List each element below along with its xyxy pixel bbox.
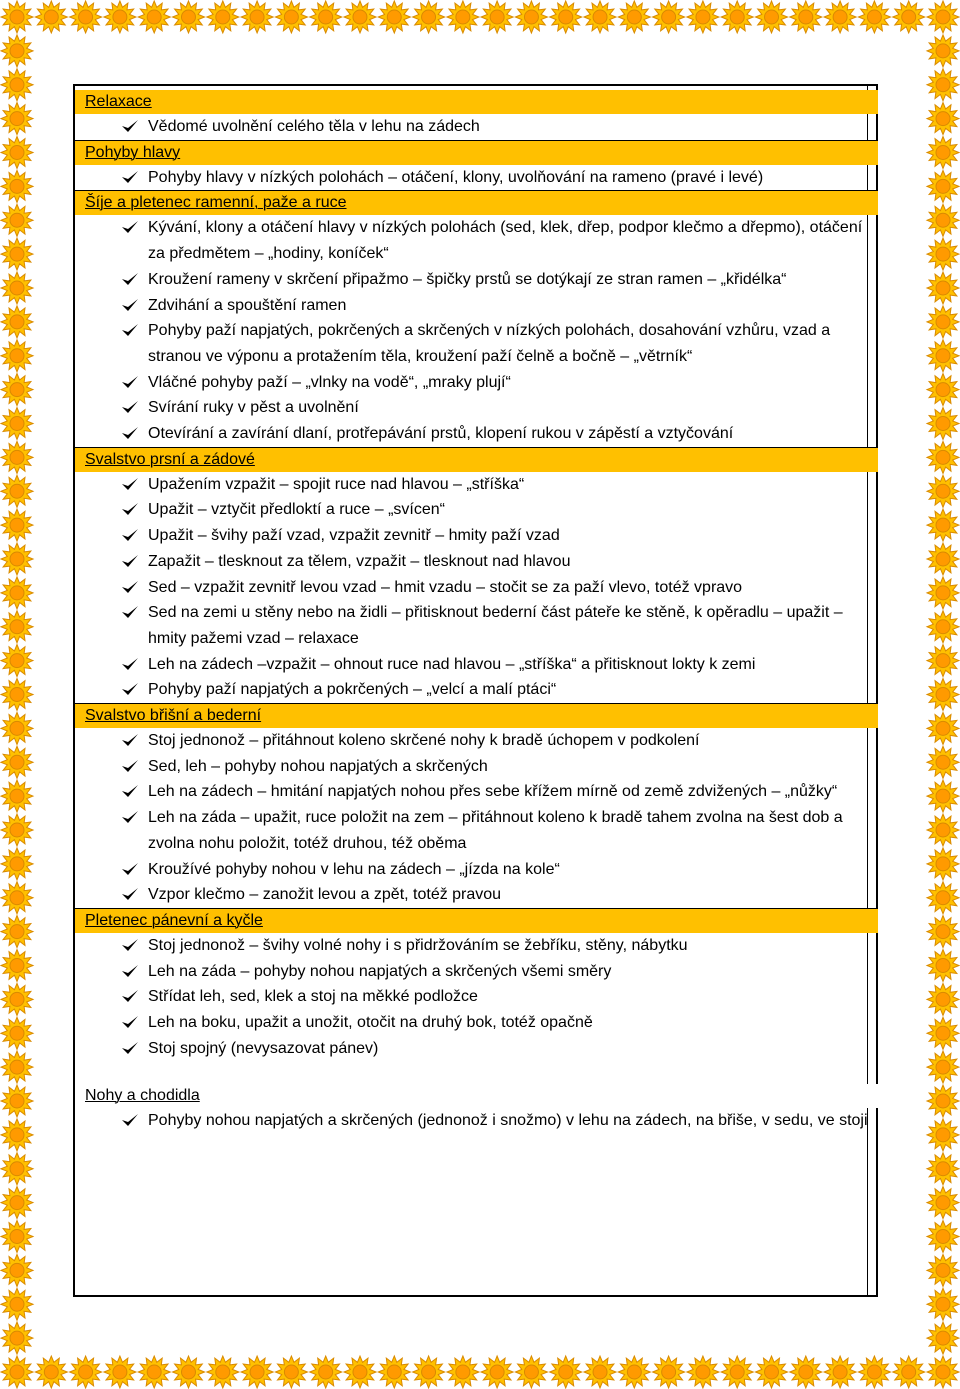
list-item: Pohyby hlavy v nízkých polohách – otáčení, klony, uvolňování na rameno (pravé i levé) [75, 165, 878, 191]
list-item: Zapažit – tlesknout za tělem, vzpažit – tlesknout nad hlavou [75, 549, 878, 575]
list-item: Upažit – švihy paží vzad, vzpažit zevnitř – hmity paží vzad [75, 523, 878, 549]
sun-icon [927, 882, 959, 914]
sun-icon [927, 679, 959, 711]
list-item: Sed na zemi u stěny nebo na židli – přitisknout bederní část páteře ke stěně, k opěradlu – upažit – hmity pažemi vzad – relaxace [75, 600, 878, 651]
arrowhead-check-icon [121, 298, 139, 312]
sun-icon [1, 712, 33, 744]
sun-icon [138, 1, 170, 33]
sun-icon [858, 1356, 890, 1388]
sun-icon [927, 814, 959, 846]
sun-icon [275, 1356, 307, 1388]
sun-icon [1, 848, 33, 880]
sun-icon [515, 1356, 547, 1388]
sun-icon [824, 1356, 856, 1388]
sun-icon [1, 780, 33, 812]
sun-icon [35, 1356, 67, 1388]
sun-icon [1, 1356, 33, 1388]
sun-icon [1, 1, 33, 33]
sun-icon [1, 882, 33, 914]
arrowhead-check-icon [121, 759, 139, 773]
sun-icon [927, 1356, 959, 1388]
sun-icon [1, 1288, 33, 1320]
section-brisni-bederni [75, 703, 878, 908]
list-item: Upažit – vztyčit předloktí a ruce – „svícen“ [75, 497, 878, 523]
sun-icon [927, 238, 959, 270]
sun-icon [1, 1085, 33, 1117]
sun-icon [1, 1153, 33, 1185]
sun-icon [790, 1, 822, 33]
sun-icon [413, 1, 445, 33]
section-heading: Relaxace [75, 90, 878, 114]
sun-icon [1, 1187, 33, 1219]
arrowhead-check-icon [121, 477, 139, 491]
sun-icon [893, 1356, 925, 1388]
sun-icon [927, 137, 959, 169]
sun-icon [1, 916, 33, 948]
sun-icon [927, 1254, 959, 1286]
list-item: Střídat leh, sed, klek a stoj na měkké podložce [75, 984, 878, 1010]
list-item: Vláčné pohyby paží – „vlnky na vodě“, „mraky plují“ [75, 370, 878, 396]
list-item: Pohyby paží napjatých a pokrčených – „velcí a malí ptáci“ [75, 677, 878, 703]
sun-icon [584, 1356, 616, 1388]
exercise-list [75, 90, 878, 1133]
arrowhead-check-icon [121, 964, 139, 978]
sun-icon [1, 204, 33, 236]
sun-icon [927, 35, 959, 67]
sun-icon [927, 1085, 959, 1117]
list-item: Otevírání a zavírání dlaní, protřepávání prstů, klopení rukou v zápěstí a vztyčování [75, 421, 878, 447]
sun-icon [1, 1322, 33, 1354]
sun-icon [1, 1254, 33, 1286]
sun-icon [927, 1221, 959, 1253]
section-heading: Nohy a chodidla [75, 1084, 878, 1108]
arrowhead-check-icon [121, 862, 139, 876]
sun-icon [1, 272, 33, 304]
sun-icon [35, 1, 67, 33]
list-item: Upažením vzpažit – spojit ruce nad hlavou – „stříška“ [75, 472, 878, 498]
sun-icon [241, 1, 273, 33]
arrowhead-check-icon [121, 938, 139, 952]
sun-icon [927, 509, 959, 541]
sun-icon [927, 611, 959, 643]
list-item: Kroužení rameny v skrčení připažmo – špičky prstů se dotýkají ze stran ramen – „křidélka“ [75, 267, 878, 293]
sun-icon [70, 1, 102, 33]
sun-icon [1, 950, 33, 982]
sun-icon [550, 1356, 582, 1388]
sun-icon [927, 746, 959, 778]
sun-icon [1, 1051, 33, 1083]
sun-icon [1, 1119, 33, 1151]
sun-icon [515, 1, 547, 33]
arrowhead-check-icon [121, 502, 139, 516]
sun-icon [927, 272, 959, 304]
sun-icon [927, 950, 959, 982]
sun-icon [1, 137, 33, 169]
sun-icon [653, 1, 685, 33]
section-heading: Šíje a pletenec ramenní, paže a ruce [75, 190, 878, 215]
arrowhead-check-icon [121, 119, 139, 133]
sun-icon [618, 1, 650, 33]
sun-icon [927, 645, 959, 677]
sun-icon [1, 170, 33, 202]
sun-icon [927, 577, 959, 609]
arrowhead-check-icon [121, 733, 139, 747]
sun-icon [584, 1, 616, 33]
sun-icon [1, 340, 33, 372]
sun-icon [927, 712, 959, 744]
sun-icon [927, 306, 959, 338]
sun-icon [378, 1, 410, 33]
section-pohyby-hlavy [75, 140, 878, 191]
sun-icon [927, 204, 959, 236]
arrowhead-check-icon [121, 1041, 139, 1055]
sun-icon [104, 1356, 136, 1388]
list-item: Stoj jednonož – švihy volné nohy i s přidržováním se žebříku, stěny, nábytku [75, 933, 878, 959]
sun-icon [310, 1356, 342, 1388]
sun-icon [310, 1, 342, 33]
section-relaxace [75, 90, 878, 140]
list-item: Stoj jednonož – přitáhnout koleno skrčené nohy k bradě úchopem v podkolení [75, 728, 878, 754]
arrowhead-check-icon [121, 400, 139, 414]
sun-icon [927, 780, 959, 812]
list-item: Svírání ruky v pěst a uvolnění [75, 395, 878, 421]
sun-icon [927, 543, 959, 575]
sun-icon [1, 1221, 33, 1253]
sun-icon [927, 1051, 959, 1083]
sun-icon [927, 441, 959, 473]
arrowhead-check-icon [121, 323, 139, 337]
list-item: Pohyby nohou napjatých a skrčených (jednonož i snožmo) v lehu na zádech, na břiše, v sedu, ve stoji [75, 1108, 878, 1134]
exercise-sheet [73, 84, 878, 1297]
list-item: Kroužívé pohyby nohou v lehu na zádech – „jízda na kole“ [75, 857, 878, 883]
sun-icon [1, 611, 33, 643]
sun-icon [173, 1356, 205, 1388]
arrowhead-check-icon [121, 657, 139, 671]
sun-icon [927, 69, 959, 101]
list-item: Pohyby paží napjatých, pokrčených a skrčených v nízkých polohách, dosahování vzhůru, vzad a stranou ve výponu a protažením těla, kroužení paží čelně a bočně – „větrník“ [75, 318, 878, 369]
sun-icon [927, 916, 959, 948]
sun-icon [1, 679, 33, 711]
sun-icon [207, 1356, 239, 1388]
sun-icon [344, 1356, 376, 1388]
sun-icon [1, 35, 33, 67]
sun-icon [1, 645, 33, 677]
sun-icon [927, 1322, 959, 1354]
arrowhead-check-icon [121, 989, 139, 1003]
arrowhead-check-icon [121, 170, 139, 184]
sun-icon [1, 69, 33, 101]
sun-icon [1, 475, 33, 507]
sun-icon [1, 306, 33, 338]
sun-icon [927, 103, 959, 135]
sun-icon [413, 1356, 445, 1388]
arrowhead-check-icon [121, 272, 139, 286]
arrowhead-check-icon [121, 528, 139, 542]
sun-icon [927, 475, 959, 507]
sun-icon [756, 1356, 788, 1388]
sun-icon [207, 1, 239, 33]
sun-icon [481, 1, 513, 33]
sun-icon [1, 1017, 33, 1049]
arrowhead-check-icon [121, 580, 139, 594]
list-item: Sed – vzpažit zevnitř levou vzad – hmit vzadu – stočit se za paží vlevo, totéž vpravo [75, 575, 878, 601]
list-item: Leh na boku, upažit a unožit, otočit na druhý bok, totéž opačně [75, 1010, 878, 1036]
list-item: Leh na záda – upažit, ruce položit na zem – přitáhnout koleno k bradě tahem zvolna na šest dob a zvolna nohu položit, totéž druhou, též oběma [75, 805, 878, 856]
arrowhead-check-icon [121, 1015, 139, 1029]
list-item: Sed, leh – pohyby nohou napjatých a skrčených [75, 754, 878, 780]
sun-icon [927, 170, 959, 202]
sun-icon [927, 1288, 959, 1320]
sun-icon [721, 1356, 753, 1388]
sun-icon [824, 1, 856, 33]
list-item: Zdvihání a spouštění ramen [75, 293, 878, 319]
sun-icon [1, 543, 33, 575]
arrowhead-check-icon [121, 1113, 139, 1127]
arrowhead-check-icon [121, 682, 139, 696]
arrowhead-check-icon [121, 605, 139, 619]
sun-icon [927, 848, 959, 880]
sun-icon [344, 1, 376, 33]
sun-icon [858, 1, 890, 33]
sun-icon [241, 1356, 273, 1388]
sun-icon [927, 1187, 959, 1219]
sun-icon [1, 814, 33, 846]
sun-icon [927, 1017, 959, 1049]
sun-icon [447, 1, 479, 33]
sun-icon [173, 1, 205, 33]
arrowhead-check-icon [121, 887, 139, 901]
arrowhead-check-icon [121, 426, 139, 440]
section-heading: Svalstvo břišní a bederní [75, 703, 878, 728]
sun-icon [1, 408, 33, 440]
sun-icon [447, 1356, 479, 1388]
sun-icon [687, 1, 719, 33]
sun-icon [138, 1356, 170, 1388]
sun-icon [893, 1, 925, 33]
sun-icon [481, 1356, 513, 1388]
arrowhead-check-icon [121, 810, 139, 824]
list-item: Vědomé uvolnění celého těla v lehu na zádech [75, 114, 878, 140]
sun-icon [1, 441, 33, 473]
arrowhead-check-icon [121, 784, 139, 798]
sun-icon [927, 374, 959, 406]
section-heading: Pletenec pánevní a kyčle [75, 908, 878, 933]
section-heading: Svalstvo prsní a zádové [75, 447, 878, 472]
sun-icon [927, 1119, 959, 1151]
sun-icon [1, 374, 33, 406]
arrowhead-check-icon [121, 220, 139, 234]
section-heading: Pohyby hlavy [75, 140, 878, 165]
section-sije [75, 190, 878, 446]
section-nohy-chodidla [75, 1084, 878, 1134]
arrowhead-check-icon [121, 554, 139, 568]
list-item: Kývání, klony a otáčení hlavy v nízkých polohách (sed, klek, dřep, podpor klečmo a dřepmo), otáčení za předmětem – „hodiny, koníček“ [75, 215, 878, 266]
sun-icon [70, 1356, 102, 1388]
list-item: Vzpor klečmo – zanožit levou a zpět, totéž pravou [75, 882, 878, 908]
sun-icon [378, 1356, 410, 1388]
arrowhead-check-icon [121, 375, 139, 389]
sun-icon [1, 746, 33, 778]
sun-icon [687, 1356, 719, 1388]
section-prsni-zadove [75, 447, 878, 703]
list-item: Stoj spojný (nevysazovat pánev) [75, 1036, 878, 1062]
sun-icon [653, 1356, 685, 1388]
sun-icon [756, 1, 788, 33]
section-panevni-kycle [75, 908, 878, 1062]
sun-icon [790, 1356, 822, 1388]
sun-icon [1, 103, 33, 135]
sun-icon [927, 983, 959, 1015]
sun-icon [1, 577, 33, 609]
sun-icon [1, 983, 33, 1015]
sun-icon [275, 1, 307, 33]
sun-icon [927, 1153, 959, 1185]
sun-icon [721, 1, 753, 33]
sun-icon [618, 1356, 650, 1388]
sun-icon [104, 1, 136, 33]
list-item: Leh na zádech – hmitání napjatých nohou přes sebe křížem mírně od země zdvižených – „nůžky“ [75, 779, 878, 805]
list-item: Leh na zádech –vzpažit – ohnout ruce nad hlavou – „stříška“ a přitisknout lokty k zemi [75, 652, 878, 678]
sun-icon [1, 238, 33, 270]
sun-icon [927, 1, 959, 33]
list-item: Leh na záda – pohyby nohou napjatých a skrčených všemi směry [75, 959, 878, 985]
sun-icon [927, 408, 959, 440]
sun-icon [927, 340, 959, 372]
sun-icon [1, 509, 33, 541]
sun-icon [550, 1, 582, 33]
